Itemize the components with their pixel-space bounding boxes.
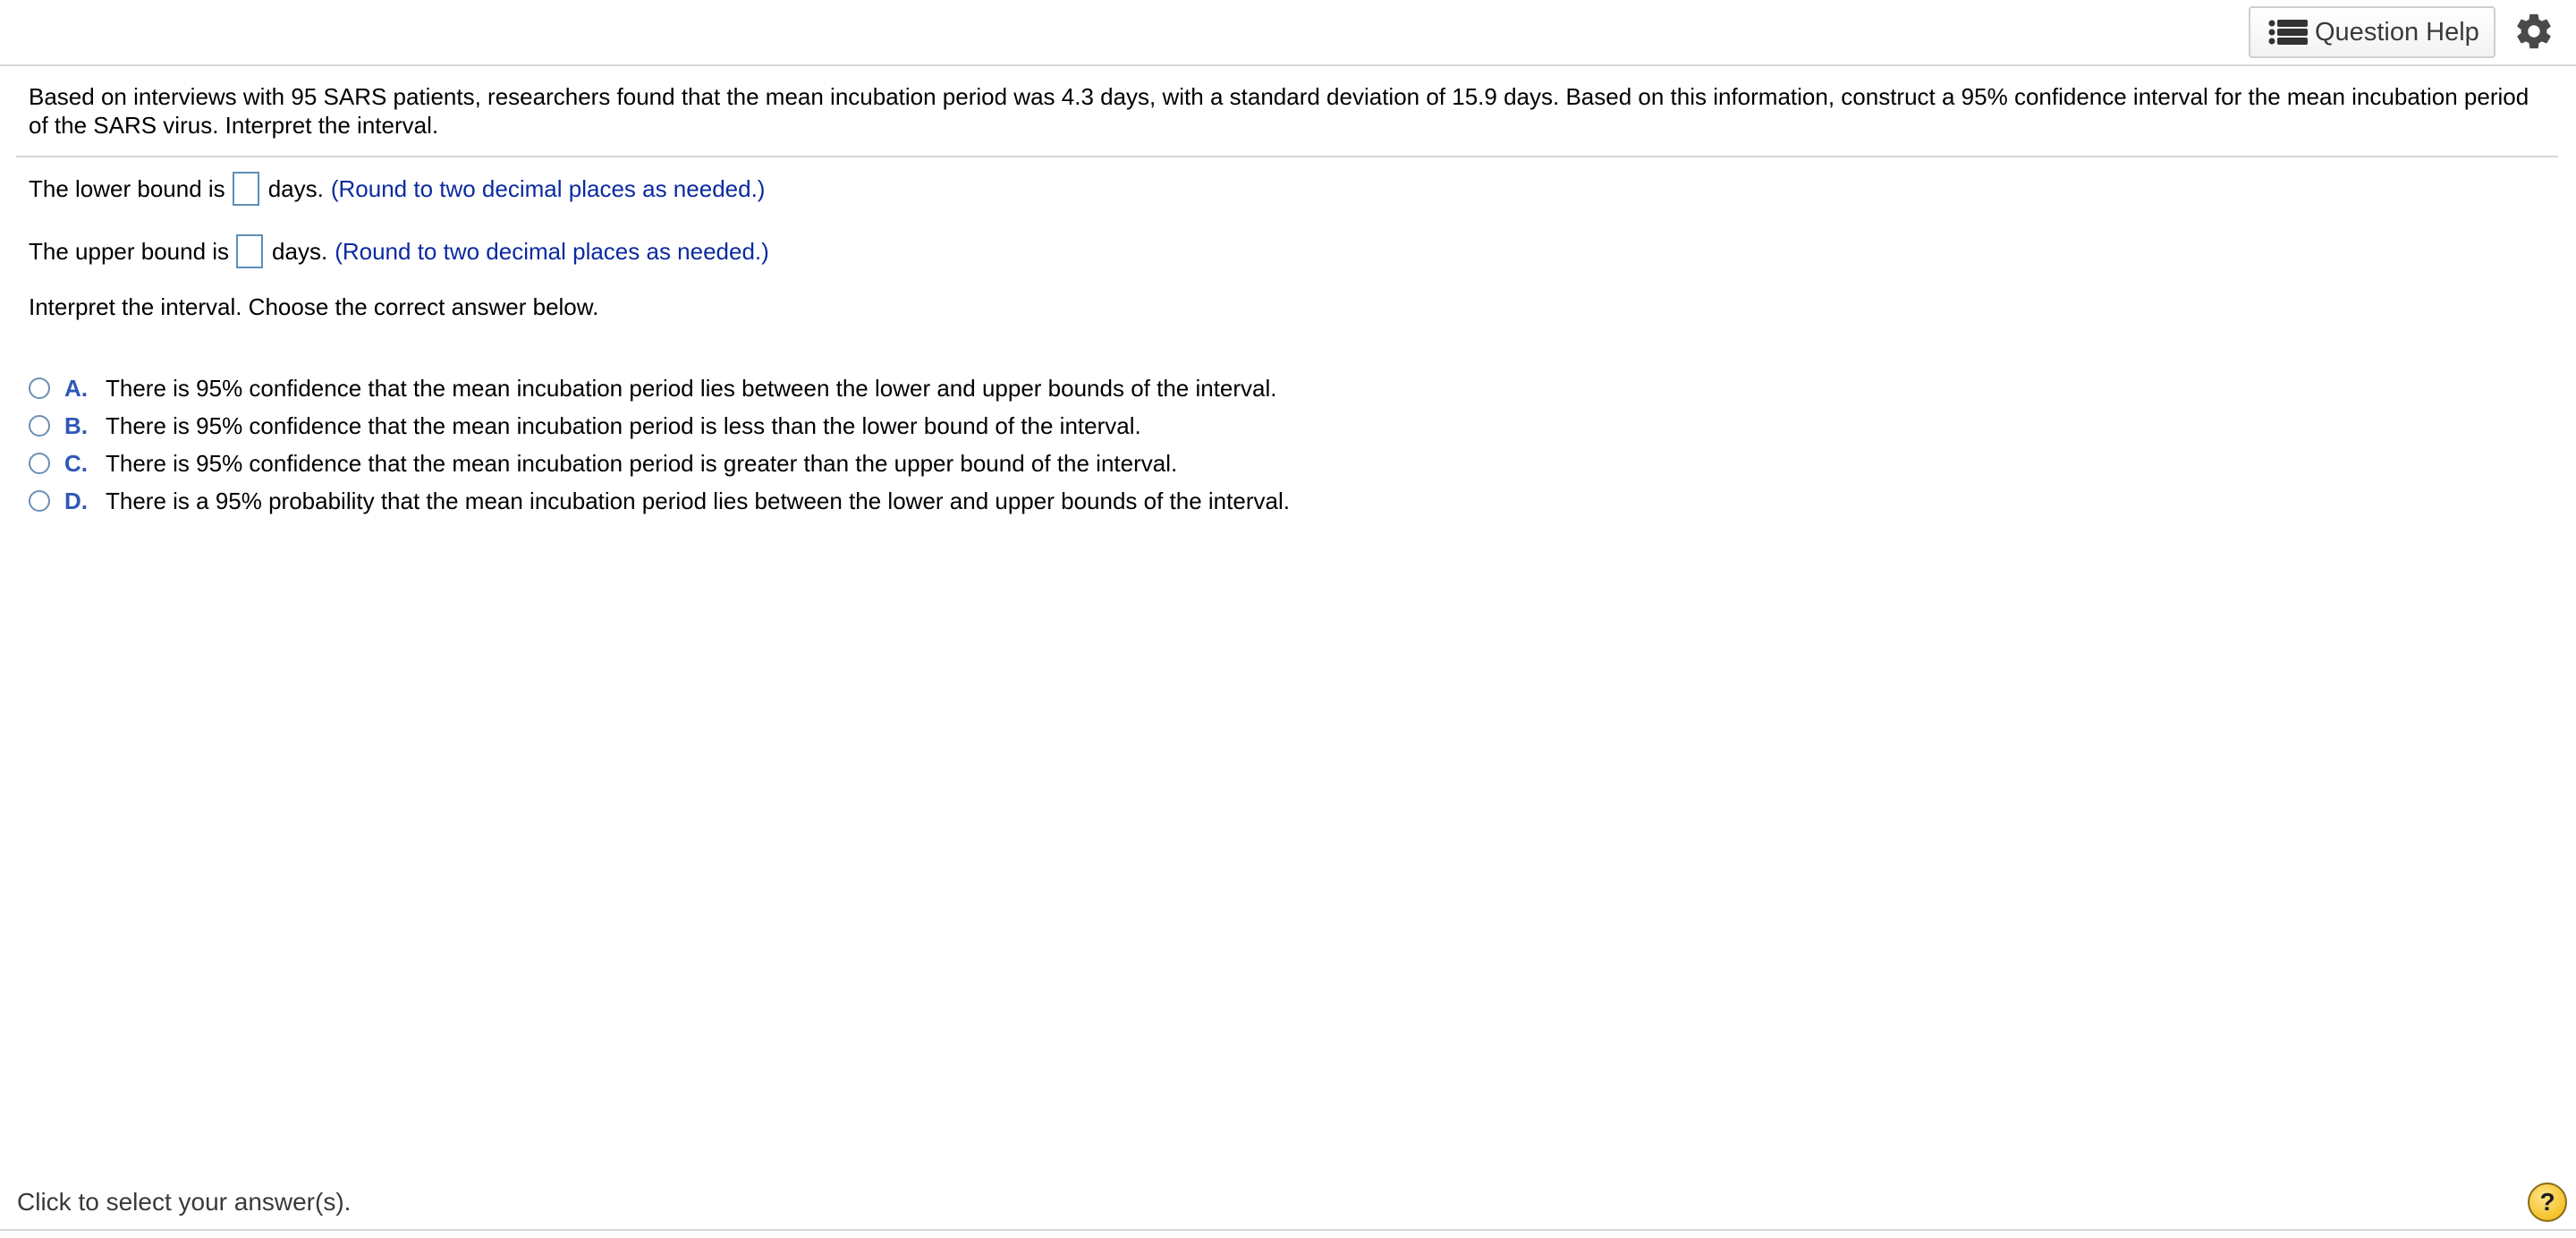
gear-icon[interactable] xyxy=(2513,11,2555,52)
stem-divider xyxy=(16,156,2558,157)
option-d-radio[interactable] xyxy=(29,490,50,512)
option-d-text: There is a 95% probability that the mean incubation period lies between the lower and upper bounds of the interval. xyxy=(106,487,1290,514)
question-stem: Based on interviews with 95 SARS patients, researchers found that the mean incubation period was 4.3 days, with a standard deviation of 15.9 days. Based on this information, construct a 95% confidence interval for the mean incubation period of the SARS virus. Interpret the interval. xyxy=(29,83,2529,139)
lower-bound-input[interactable] xyxy=(233,172,259,206)
option-b-text: There is 95% confidence that the mean incubation period is less than the lower bound of the interval. xyxy=(106,411,1141,439)
footer-status: Click to select your answer(s). xyxy=(17,1188,352,1216)
upper-bound-hint: (Round to two decimal places as needed.) xyxy=(335,238,769,265)
upper-bound-row xyxy=(29,234,769,268)
lower-bound-row xyxy=(29,172,765,206)
option-c[interactable] xyxy=(29,445,1290,482)
option-d[interactable] xyxy=(29,482,1290,520)
option-b-letter: B. xyxy=(64,411,88,439)
interpret-prompt: Interpret the interval. Choose the correct answer below. xyxy=(29,293,599,320)
top-toolbar xyxy=(0,0,2576,66)
question-help-label: Question Help xyxy=(2315,17,2479,47)
upper-bound-suffix: days. xyxy=(272,238,328,265)
lower-bound-prefix: The lower bound is xyxy=(29,175,225,202)
option-b-radio[interactable] xyxy=(29,415,50,437)
option-d-letter: D. xyxy=(64,487,88,514)
option-a-letter: A. xyxy=(64,374,88,402)
answer-options xyxy=(29,369,1290,520)
footer-divider xyxy=(0,1229,2576,1231)
option-c-text: There is 95% confidence that the mean incubation period is greater than the upper bound of the interval. xyxy=(106,449,1178,477)
lower-bound-suffix: days. xyxy=(267,175,324,202)
option-a[interactable] xyxy=(29,369,1290,407)
option-a-text: There is 95% confidence that the mean incubation period lies between the lower and upper bounds of the interval. xyxy=(106,374,1277,402)
list-icon xyxy=(2268,19,2309,46)
question-help-button[interactable] xyxy=(2249,6,2496,58)
upper-bound-input[interactable] xyxy=(236,234,263,268)
option-c-radio[interactable] xyxy=(29,453,50,474)
option-a-radio[interactable] xyxy=(29,377,50,399)
option-c-letter: C. xyxy=(64,449,88,477)
upper-bound-prefix: The upper bound is xyxy=(29,238,230,265)
lower-bound-hint: (Round to two decimal places as needed.) xyxy=(330,175,766,202)
option-b[interactable] xyxy=(29,407,1290,445)
help-icon[interactable]: ? xyxy=(2528,1183,2567,1222)
